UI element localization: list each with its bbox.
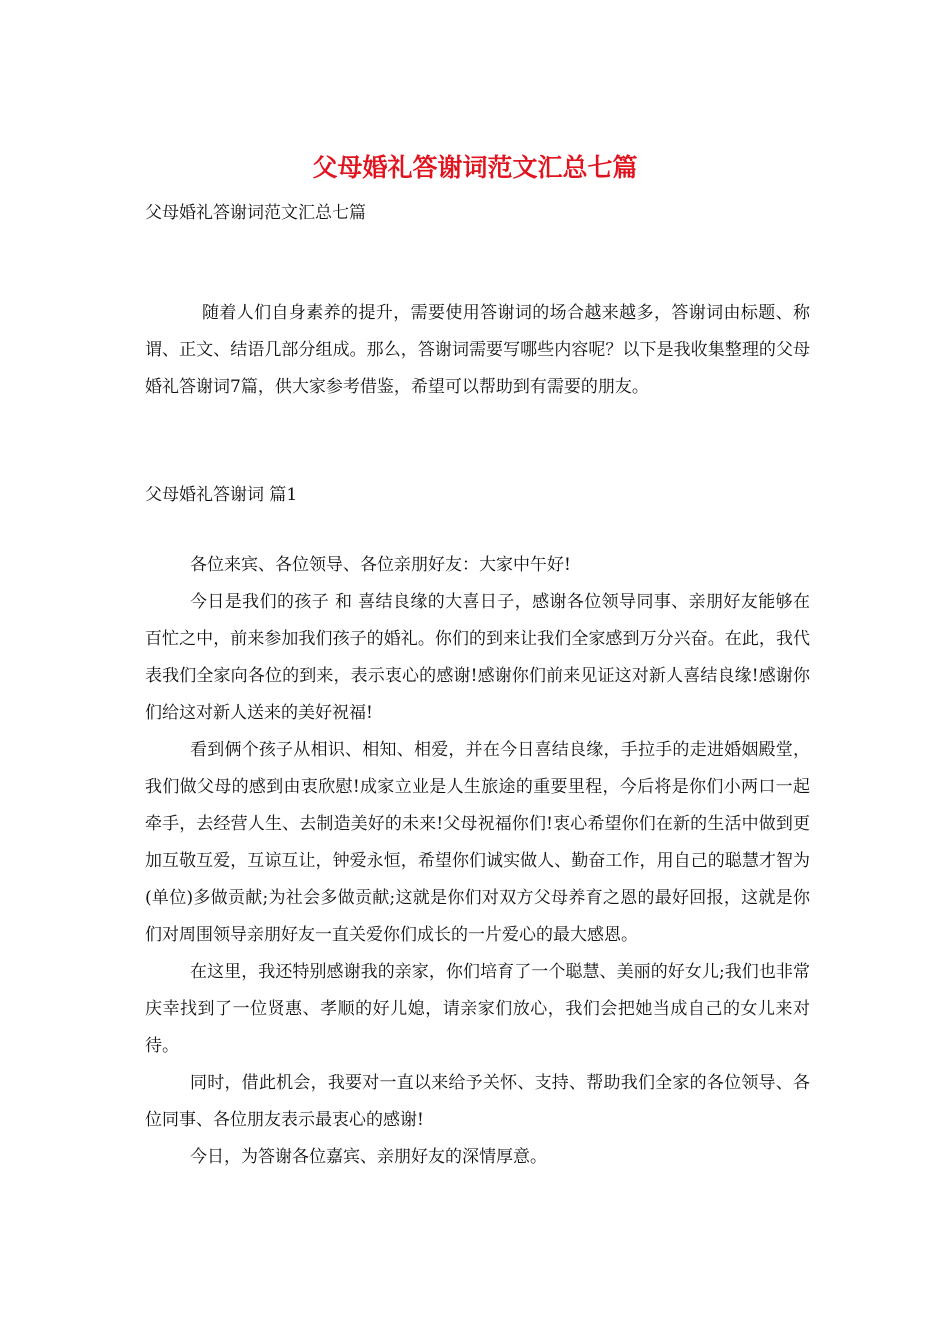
document-subtitle: 父母婚礼答谢词范文汇总七篇	[145, 203, 366, 223]
body-paragraph: 同时，借此机会，我要对一直以来给予关怀、支持、帮助我们全家的各位领导、各位同事、各位朋友表示最衷心的感谢!	[145, 1073, 810, 1130]
document-title: 父母婚礼答谢词范文汇总七篇	[312, 153, 638, 182]
body-paragraph: 今日是我们的孩子 和 喜结良缘的大喜日子，感谢各位领导同事、亲朋好友能够在百忙之中，前来参加我们孩子的婚礼。你们的到来让我们全家感到万分兴奋。在此，我代表我们全家向各位的到来，表示衷心的感谢!感谢你们前来见证这对新人喜结良缘!感谢你们给这对新人送来的美好祝福!	[145, 592, 810, 723]
body-paragraph: 在这里，我还特别感谢我的亲家，你们培育了一个聪慧、美丽的好女儿;我们也非常庆幸找到了一位贤惠、孝顺的好儿媳，请亲家们放心，我们会把她当成自己的女儿来对待。	[145, 962, 810, 1056]
body-paragraph: 今日，为答谢各位嘉宾、亲朋好友的深情厚意。	[190, 1147, 547, 1167]
body-paragraph: 各位来宾、各位领导、各位亲朋好友：大家中午好!	[190, 555, 571, 575]
section-body	[145, 547, 810, 1176]
body-paragraph: 看到俩个孩子从相识、相知、相爱，并在今日喜结良缘，手拉手的走进婚姻殿堂，我们做父母的感到由衷欣慰!成家立业是人生旅途的重要里程，今后将是你们小两口一起牵手，去经营人生、去制造美好的未来!父母祝福你们!衷心希望你们在新的生活中做到更加互敬互爱，互谅互让，钟爱永恒，希望你们诚实做人、勤奋工作，用自己的聪慧才智为 (单位)多做贡献;为社会多做贡献;这就是你们对双方父母养育之恩的最好回报，这就是你们对周围领导亲朋好友一直关爱你们成长的一片爱心的最大感恩。	[145, 740, 810, 945]
intro-paragraph: 随着人们自身素养的提升，需要使用答谢词的场合越来越多，答谢词由标题、称谓、正文、结语几部分组成。那么，答谢词需要写哪些内容呢？以下是我收集整理的父母婚礼答谢词7篇，供大家参考借鉴，希望可以帮助到有需要的朋友。	[145, 303, 810, 397]
section-heading: 父母婚礼答谢词 篇1	[145, 485, 298, 505]
